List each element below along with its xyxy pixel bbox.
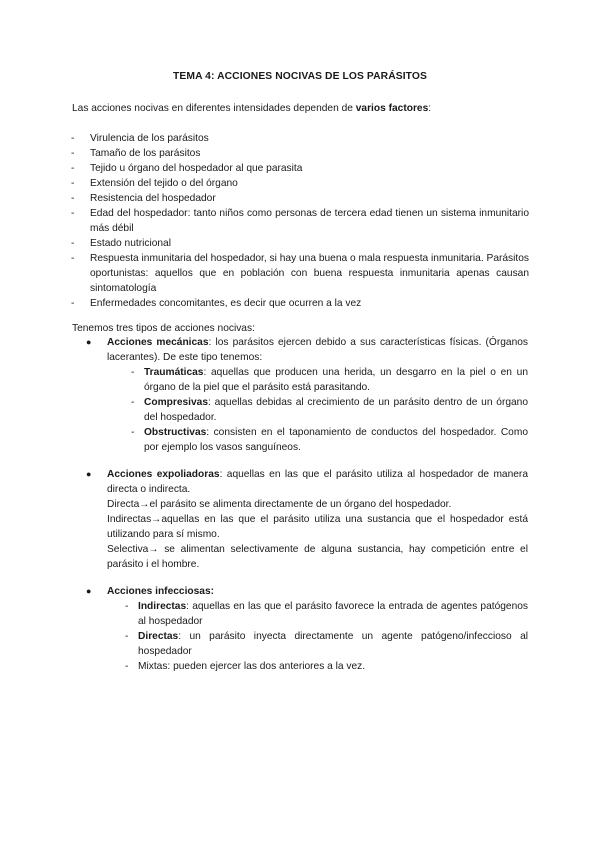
- dash-marker: -: [71, 208, 75, 219]
- factor-text: Estado nutricional: [90, 238, 171, 249]
- factor-text: Tejido u órgano del hospedador al que parasita: [90, 163, 303, 174]
- sub-label: Directas: [138, 631, 179, 642]
- factor-text: Virulencia de los parásitos: [90, 133, 209, 144]
- page-title: TEMA 4: ACCIONES NOCIVAS DE LOS PARÁSITOS: [173, 71, 427, 82]
- mecanicas-label: Acciones mecánicas: [107, 337, 209, 348]
- sub-label: Indirectas: [138, 601, 187, 612]
- dash-marker: -: [131, 397, 135, 408]
- mecanicas-text: : los parásitos ejercen debido a sus características físicas. (Órganos lacerantes). De este tipo tenemos:: [107, 337, 529, 363]
- expoliadoras-label: Acciones expoliadoras: [107, 469, 220, 480]
- mecanicas-body: [107, 335, 528, 365]
- list-item: [72, 191, 529, 206]
- infecciosas-label: Acciones infecciosas:: [107, 586, 215, 597]
- intro-colon: :: [428, 103, 432, 114]
- bullet-marker: ●: [86, 586, 92, 596]
- dash-marker: -: [71, 178, 75, 189]
- factor-text: Enfermedades concomitantes, es decir que ocurren a la vez: [90, 298, 362, 309]
- expoliadoras-text: : aquellas en las que el parásito utiliza al hospedador de manera directa o indirecta.: [107, 469, 528, 495]
- bullet-marker: ●: [86, 337, 92, 347]
- dash-marker: -: [71, 163, 75, 174]
- intro-bold: varios factores: [355, 103, 429, 114]
- dash-marker: -: [71, 193, 75, 204]
- dash-marker: -: [71, 133, 75, 144]
- types-intro: Tenemos tres tipos de acciones nocivas:: [72, 323, 255, 334]
- factor-text: Extensión del tejido o del órgano: [90, 178, 238, 189]
- list-item: [72, 236, 529, 251]
- list-item: [72, 176, 529, 191]
- sub-label: Compresivas: [144, 397, 208, 408]
- sub-label: Obstructivas: [144, 427, 207, 438]
- factors-list: [72, 131, 529, 311]
- bullet-marker: ●: [86, 469, 92, 479]
- expoliadoras-line: Selectiva→ se alimentan selectivamente de alguna sustancia, hay competición entre el parásito i el hombre.: [107, 544, 528, 570]
- infecciosas-section: [86, 584, 528, 674]
- list-item: [72, 206, 529, 236]
- mecanicas-section: [86, 335, 528, 455]
- list-item: [72, 161, 529, 176]
- dash-marker: -: [71, 253, 75, 264]
- sub-item: [125, 659, 528, 674]
- factor-text: Resistencia del hospedador: [90, 193, 216, 204]
- intro-paragraph: [72, 101, 532, 116]
- sub-item: [125, 629, 528, 659]
- factor-text: Tamaño de los parásitos: [90, 148, 201, 159]
- sub-item: [131, 365, 528, 395]
- expoliadoras-line: Directa→el parásito se alimenta directamente de un órgano del hospedador.: [107, 499, 452, 510]
- sub-text: : aquellas debidas al crecimiento de un parásito dentro de un órgano del hospedador.: [144, 397, 528, 423]
- expoliadoras-section: [86, 467, 528, 572]
- factor-text: Respuesta inmunitaria del hospedador, si hay una buena o mala respuesta inmunitaria. Parásitos oportunistas: aquellos que en población con buena respuesta inmunitaria apenas causan sintomatología: [90, 253, 529, 294]
- factor-text: Edad del hospedador: tanto niños como personas de tercera edad tienen un sistema inmunitario más débil: [90, 208, 529, 234]
- dash-marker: -: [125, 631, 129, 642]
- infecciosas-body: [107, 584, 528, 599]
- dash-marker: -: [131, 427, 135, 438]
- dash-marker: -: [125, 601, 129, 612]
- sub-text: Mixtas: pueden ejercer las dos anteriores a la vez.: [138, 661, 366, 672]
- expoliadoras-body: [107, 467, 528, 497]
- sub-text: : un parásito inyecta directamente un agente patógeno/infeccioso al hospedador: [138, 631, 528, 657]
- dash-marker: -: [71, 148, 75, 159]
- expoliadoras-line: Indirectas→aquellas en las que el parásito utiliza una sustancia que el hospedador está utilizando para sí mismo.: [107, 514, 528, 540]
- sub-item: [125, 599, 528, 629]
- sub-text: : aquellas en las que el parásito favorece la entrada de agentes patógenos al hospedador: [138, 601, 528, 627]
- list-item: [72, 131, 529, 146]
- sub-item: [131, 425, 528, 455]
- list-item: [72, 251, 529, 296]
- sub-label: Traumáticas: [144, 367, 204, 378]
- list-item: [72, 296, 529, 311]
- dash-marker: -: [71, 298, 75, 309]
- intro-text: Las acciones nocivas en diferentes intensidades dependen de: [72, 103, 356, 114]
- dash-marker: -: [131, 367, 135, 378]
- list-item: [72, 146, 529, 161]
- dash-marker: -: [71, 238, 75, 249]
- dash-marker: -: [125, 661, 129, 672]
- sub-item: [131, 395, 528, 425]
- sub-text: : aquellas que producen una herida, un desgarro en la piel o en un órgano de la piel que el parásito está parasitando.: [144, 367, 528, 393]
- sub-text: : consisten en el taponamiento de conductos del hospedador. Como por ejemplo los vasos sanguíneos.: [144, 427, 528, 453]
